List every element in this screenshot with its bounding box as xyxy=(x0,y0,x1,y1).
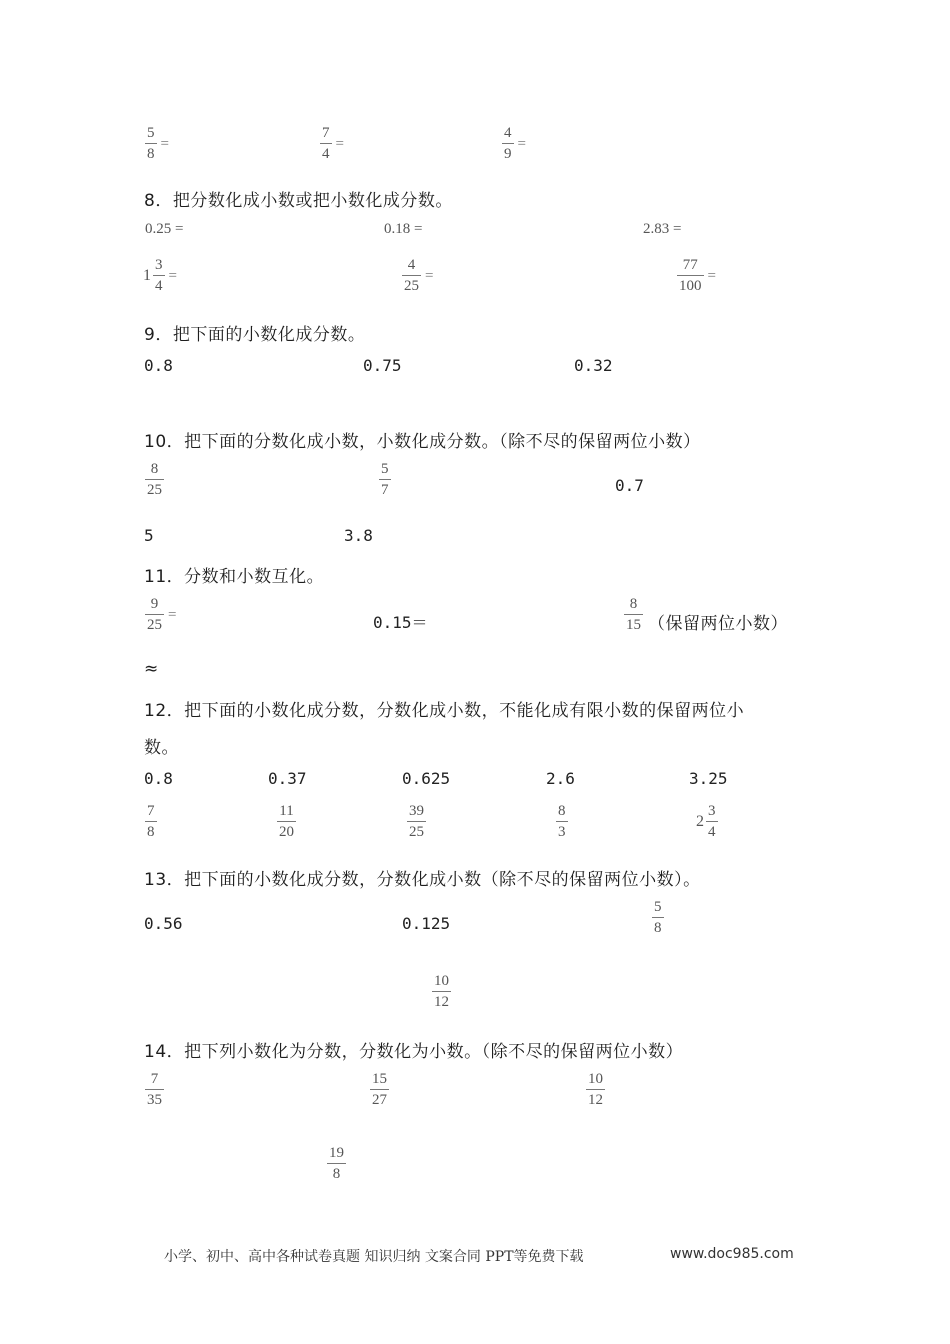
q12-value-1: 0.8 xyxy=(144,769,173,788)
q12-fraction-11-20: 11 20 xyxy=(279,803,294,840)
q11-value-0-15: 0.15＝ xyxy=(373,613,428,632)
q14-fraction-7-35: 7 35 xyxy=(147,1071,162,1108)
q13-value-1: 0.56 xyxy=(144,914,183,933)
q10-value-0-7: 0.7 xyxy=(615,476,644,495)
q11-fraction-9-25: 9 25 = xyxy=(147,596,177,633)
footer-text: 小学、初中、高中各种试卷真题 知识归纳 文案合同 PPT等免费下载 xyxy=(164,1249,584,1265)
q10-value-5: 5 xyxy=(144,526,154,545)
fraction-4-9: 4 9 = xyxy=(504,125,526,162)
question-8-title: 8．把分数化成小数或把小数化成分数。 xyxy=(144,191,453,211)
q8-decimal-3: 2.83 = xyxy=(643,221,682,237)
q13-fraction-5-8: 5 8 xyxy=(654,899,662,936)
question-10-title: 10．把下面的分数化成小数，小数化成分数。（除不尽的保留两位小数） xyxy=(144,432,701,452)
q12-value-3: 0.625 xyxy=(402,769,451,788)
q12-fraction-8-3: 8 3 xyxy=(558,803,566,840)
q10-fraction-8-25: 8 25 xyxy=(147,461,162,498)
q12-value-5: 3.25 xyxy=(689,769,728,788)
footer-site-link[interactable]: www.doc985.com xyxy=(670,1246,794,1262)
q12-mixed-fraction: 2 3 4 xyxy=(696,803,716,840)
q14-fraction-15-27: 15 27 xyxy=(372,1071,387,1108)
question-12-title-line1: 12．把下面的小数化成分数，分数化成小数，不能化成有限小数的保留两位小 xyxy=(144,701,745,721)
fraction-7-4: 7 4 = xyxy=(322,125,344,162)
q11-note: （保留两位小数） xyxy=(648,614,788,634)
q11-fraction-8-15: 8 15 xyxy=(626,596,641,633)
question-12-title-line2: 数。 xyxy=(144,738,179,758)
q9-value-2: 0.75 xyxy=(363,356,402,375)
q8-fraction-4-25: 4 25 = xyxy=(404,257,434,294)
fraction-5-8: 5 8 = xyxy=(147,125,169,162)
question-14-title: 14．把下列小数化为分数，分数化为小数。（除不尽的保留两位小数） xyxy=(144,1042,684,1062)
q13-fraction-10-12: 10 12 xyxy=(434,973,449,1010)
q8-mixed-fraction: 1 3 4 = xyxy=(143,257,177,294)
q10-fraction-5-7: 5 7 xyxy=(381,461,389,498)
q14-fraction-19-8: 19 8 xyxy=(329,1145,344,1182)
q12-value-2: 0.37 xyxy=(268,769,307,788)
q12-value-4: 2.6 xyxy=(546,769,575,788)
q8-decimal-2: 0.18 = xyxy=(384,221,423,237)
q9-value-3: 0.32 xyxy=(574,356,613,375)
q14-fraction-10-12: 10 12 xyxy=(588,1071,603,1108)
q9-value-1: 0.8 xyxy=(144,356,173,375)
q12-fraction-7-8: 7 8 xyxy=(147,803,155,840)
question-11-title: 11．分数和小数互化。 xyxy=(144,567,325,587)
q12-fraction-39-25: 39 25 xyxy=(409,803,424,840)
q13-value-2: 0.125 xyxy=(402,914,451,933)
question-13-title: 13．把下面的小数化成分数，分数化成小数（除不尽的保留两位小数）。 xyxy=(144,870,701,890)
q11-approx-sign: ≈ xyxy=(144,659,159,679)
q10-value-3-8: 3.8 xyxy=(344,526,373,545)
q8-decimal-1: 0.25 = xyxy=(145,221,184,237)
q8-fraction-77-100: 77 100 = xyxy=(679,257,716,294)
question-9-title: 9．把下面的小数化成分数。 xyxy=(144,325,366,345)
